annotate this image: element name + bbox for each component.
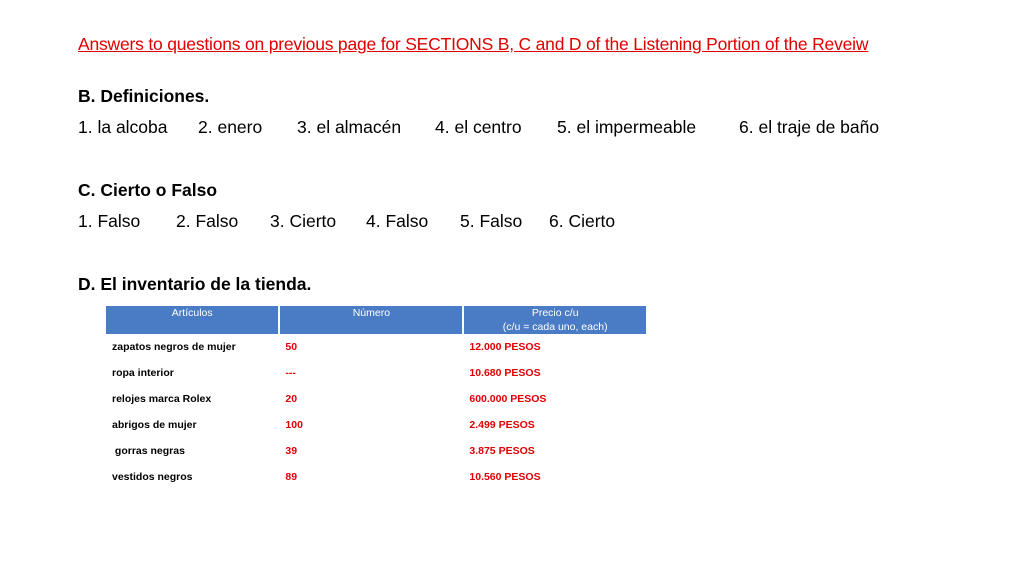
table-header-row bbox=[106, 306, 646, 334]
table-row bbox=[106, 334, 646, 360]
cell-articulo: gorras negras bbox=[112, 445, 185, 457]
table-row bbox=[106, 360, 646, 386]
table-row bbox=[106, 386, 646, 412]
cell-numero: 39 bbox=[285, 445, 298, 457]
cell-precio: 12.000 PESOS bbox=[469, 341, 541, 353]
section-b-answers bbox=[78, 117, 879, 138]
cell-numero: 100 bbox=[285, 419, 303, 431]
answer-b-5: 5. el impermeable bbox=[557, 117, 697, 137]
answer-b-6: 6. el traje de baño bbox=[739, 117, 880, 137]
section-b-heading: B. Definiciones. bbox=[78, 86, 210, 106]
header-numero: Número bbox=[279, 306, 463, 334]
page-title: Answers to questions on previous page for SECTIONS B, C and D of the Listening Portion of the Reveiw bbox=[78, 34, 869, 54]
table-row bbox=[106, 464, 646, 490]
table-row bbox=[106, 438, 646, 464]
answer-c-6: 6. Cierto bbox=[549, 211, 616, 231]
answer-b-3: 3. el almacén bbox=[297, 117, 402, 137]
cell-articulo: vestidos negros bbox=[112, 471, 193, 483]
cell-precio: 10.560 PESOS bbox=[469, 471, 541, 483]
cell-articulo: relojes marca Rolex bbox=[112, 393, 212, 405]
cell-numero: 89 bbox=[285, 471, 298, 483]
answer-c-2: 2. Falso bbox=[176, 211, 239, 231]
header-precio-note: (c/u = cada uno, each) bbox=[502, 321, 608, 333]
cell-articulo: ropa interior bbox=[112, 367, 174, 379]
table-row bbox=[106, 412, 646, 438]
cell-numero: --- bbox=[285, 367, 296, 379]
answer-b-2: 2. enero bbox=[198, 117, 263, 137]
answer-b-1: 1. la alcoba bbox=[78, 117, 168, 137]
cell-numero: 50 bbox=[285, 341, 298, 353]
answer-c-1: 1. Falso bbox=[78, 211, 141, 231]
cell-numero: 20 bbox=[285, 393, 298, 405]
section-c-heading: C. Cierto o Falso bbox=[78, 180, 218, 200]
answer-b-4: 4. el centro bbox=[435, 117, 522, 137]
header-precio-label: Precio c/u bbox=[531, 307, 579, 319]
cell-precio: 3.875 PESOS bbox=[469, 445, 535, 457]
cell-articulo: zapatos negros de mujer bbox=[112, 341, 236, 353]
section-c-answers bbox=[78, 211, 615, 232]
cell-precio: 2.499 PESOS bbox=[469, 419, 535, 431]
cell-articulo: abrigos de mujer bbox=[112, 419, 197, 431]
answer-c-5: 5. Falso bbox=[460, 211, 523, 231]
answer-c-3: 3. Cierto bbox=[270, 211, 337, 231]
cell-precio: 600.000 PESOS bbox=[469, 393, 547, 405]
inventory-table bbox=[106, 306, 646, 490]
section-d-heading: D. El inventario de la tienda. bbox=[78, 274, 312, 294]
answer-c-4: 4. Falso bbox=[366, 211, 429, 231]
header-articulos: Artículos bbox=[106, 306, 279, 334]
cell-precio: 10.680 PESOS bbox=[469, 367, 541, 379]
header-precio bbox=[463, 306, 646, 334]
